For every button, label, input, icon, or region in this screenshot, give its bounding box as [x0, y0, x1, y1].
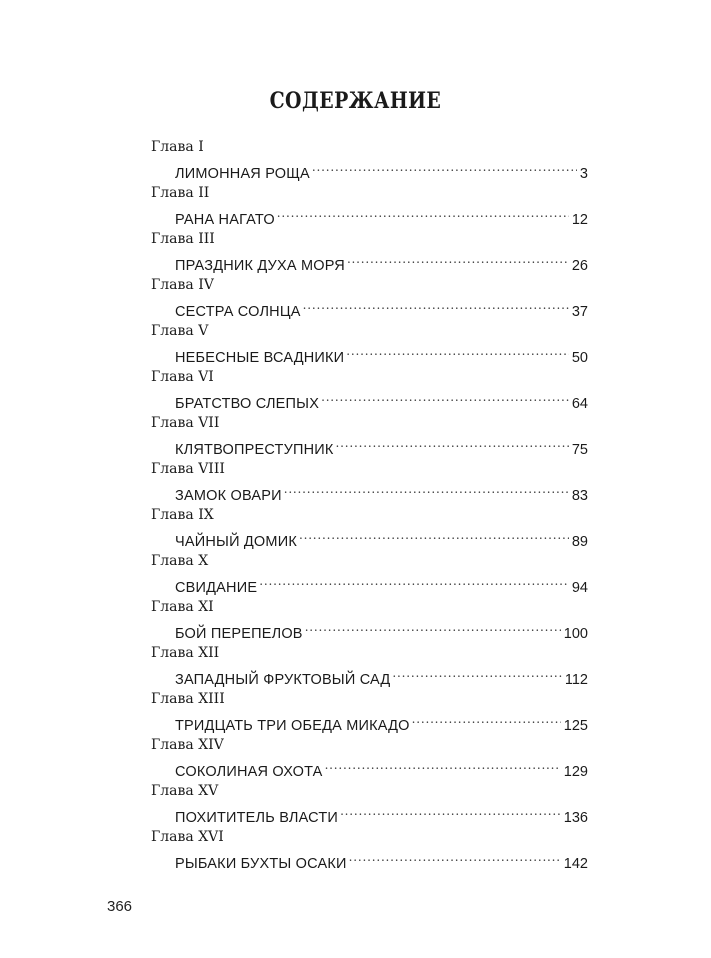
toc-entry[interactable]	[151, 415, 588, 461]
chapter-title: ПРАЗДНИК ДУХА МОРЯ	[175, 258, 345, 274]
chapter-label: Глава V	[151, 323, 209, 339]
chapter-line	[175, 434, 588, 458]
chapter-page-number: 37	[571, 304, 588, 320]
dot-leader	[303, 296, 569, 316]
toc-entry[interactable]	[151, 139, 588, 185]
dot-leader	[392, 664, 561, 684]
chapter-line	[175, 158, 588, 182]
chapter-line	[175, 572, 588, 596]
toc-entry[interactable]	[151, 231, 588, 277]
chapter-title: КЛЯТВОПРЕСТУПНИК	[175, 442, 334, 458]
chapter-line	[175, 480, 588, 504]
chapter-label: Глава VII	[151, 415, 220, 431]
toc-entry[interactable]	[151, 691, 588, 737]
chapter-label: Глава IX	[151, 507, 214, 523]
chapter-label: Глава VI	[151, 369, 214, 385]
chapter-line	[175, 848, 588, 872]
chapter-page-number: 89	[571, 534, 588, 550]
dot-leader	[277, 204, 569, 224]
dot-leader	[305, 618, 561, 638]
chapter-line	[175, 204, 588, 228]
chapter-title: ЛИМОННАЯ РОЩА	[175, 166, 310, 182]
toc-entry[interactable]	[151, 645, 588, 691]
chapter-page-number: 3	[579, 166, 588, 182]
dot-leader	[412, 710, 561, 730]
chapter-label: Глава IV	[151, 277, 214, 293]
dot-leader	[349, 848, 561, 868]
chapter-line	[175, 664, 588, 688]
toc-entry[interactable]	[151, 829, 588, 875]
chapter-title: ЧАЙНЫЙ ДОМИК	[175, 534, 297, 550]
chapter-line	[175, 250, 588, 274]
chapter-title: ЗАПАДНЫЙ ФРУКТОВЫЙ САД	[175, 672, 391, 688]
chapter-page-number: 50	[571, 350, 588, 366]
chapter-label: Глава III	[151, 231, 215, 247]
chapter-line	[175, 526, 588, 550]
chapter-page-number: 83	[571, 488, 588, 504]
chapter-page-number: 100	[563, 626, 588, 642]
dot-leader	[284, 480, 569, 500]
chapter-line	[175, 756, 588, 780]
toc-entry[interactable]	[151, 737, 588, 783]
chapter-title: БРАТСТВО СЛЕПЫХ	[175, 396, 320, 412]
chapter-title: ПОХИТИТЕЛЬ ВЛАСТИ	[175, 810, 339, 826]
dot-leader	[259, 572, 569, 592]
chapter-line	[175, 710, 588, 734]
chapter-page-number: 94	[571, 580, 588, 596]
chapter-line	[175, 296, 588, 320]
chapter-title: РАНА НАГАТО	[175, 212, 275, 228]
chapter-page-number: 75	[571, 442, 588, 458]
chapter-label: Глава XI	[151, 599, 214, 615]
chapter-line	[175, 388, 588, 412]
chapter-label: Глава X	[151, 553, 209, 569]
chapter-title: СЕСТРА СОЛНЦА	[175, 304, 301, 320]
chapter-title: БОЙ ПЕРЕПЕЛОВ	[175, 626, 303, 642]
toc-entry[interactable]	[151, 507, 588, 553]
chapter-line	[175, 342, 588, 366]
dot-leader	[340, 802, 561, 822]
chapter-title: РЫБАКИ БУХТЫ ОСАКИ	[175, 856, 347, 872]
chapter-line	[175, 802, 588, 826]
chapter-label: Глава XII	[151, 645, 220, 661]
dot-leader	[312, 158, 577, 178]
chapter-page-number: 26	[571, 258, 588, 274]
page-number: 366	[107, 898, 133, 915]
dot-leader	[347, 250, 569, 270]
toc-entry[interactable]	[151, 185, 588, 231]
dot-leader	[325, 756, 561, 776]
chapter-label: Глава XIV	[151, 737, 224, 753]
chapter-line	[175, 618, 588, 642]
dot-leader	[299, 526, 569, 546]
chapter-page-number: 112	[564, 672, 588, 688]
dot-leader	[321, 388, 569, 408]
chapter-label: Глава I	[151, 139, 204, 155]
chapter-label: Глава II	[151, 185, 210, 201]
toc-entry[interactable]	[151, 783, 588, 829]
chapter-title: ЗАМОК ОВАРИ	[175, 488, 282, 504]
chapter-title: СВИДАНИЕ	[175, 580, 258, 596]
chapter-page-number: 125	[563, 718, 588, 734]
dot-leader	[346, 342, 569, 362]
chapter-page-number: 129	[563, 764, 588, 780]
chapter-page-number: 142	[563, 856, 588, 872]
toc-entry[interactable]	[151, 599, 588, 645]
table-of-contents	[151, 139, 588, 875]
chapter-label: Глава XVI	[151, 829, 224, 845]
toc-entry[interactable]	[151, 369, 588, 415]
toc-entry[interactable]	[151, 277, 588, 323]
chapter-page-number: 12	[571, 212, 588, 228]
chapter-title: НЕБЕСНЫЕ ВСАДНИКИ	[175, 350, 345, 366]
toc-entry[interactable]	[151, 461, 588, 507]
chapter-title: ТРИДЦАТЬ ТРИ ОБЕДА МИКАДО	[175, 718, 410, 734]
toc-entry[interactable]	[151, 323, 588, 369]
page-title: СОДЕРЖАНИЕ	[269, 88, 442, 114]
toc-entry[interactable]	[151, 553, 588, 599]
chapter-label: Глава VIII	[151, 461, 225, 477]
chapter-label: Глава XIII	[151, 691, 225, 707]
dot-leader	[336, 434, 569, 454]
chapter-title: СОКОЛИНАЯ ОХОТА	[175, 764, 323, 780]
chapter-page-number: 64	[571, 396, 588, 412]
chapter-label: Глава XV	[151, 783, 219, 799]
chapter-page-number: 136	[563, 810, 588, 826]
